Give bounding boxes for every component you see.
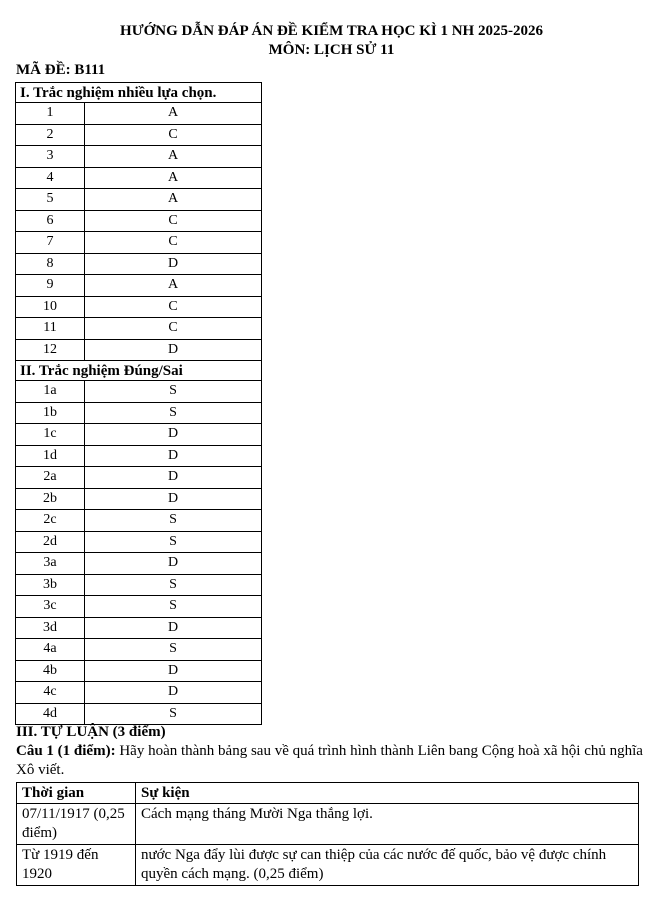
answer-row	[16, 445, 262, 467]
question-number: 2b	[16, 488, 85, 510]
answer-value: A	[85, 167, 262, 189]
answer-value: D	[85, 553, 262, 575]
answer-value: S	[85, 531, 262, 553]
question-number: 11	[16, 318, 85, 340]
answer-row	[16, 531, 262, 553]
question-number: 7	[16, 232, 85, 254]
answer-row	[16, 402, 262, 424]
answer-row	[16, 596, 262, 618]
answer-value: A	[85, 146, 262, 168]
question-number: 2c	[16, 510, 85, 532]
answer-value: D	[85, 445, 262, 467]
answer-value: S	[85, 703, 262, 725]
events-table-header	[17, 783, 639, 804]
answer-row	[16, 318, 262, 340]
events-row	[17, 804, 639, 845]
question-number: 10	[16, 296, 85, 318]
answer-row	[16, 682, 262, 704]
question-number: 1c	[16, 424, 85, 446]
header-time: Thời gian	[17, 783, 136, 804]
answer-row	[16, 275, 262, 297]
answer-row	[16, 467, 262, 489]
part1-heading-row	[16, 83, 262, 103]
exam-code: MÃ ĐỀ: B111	[16, 62, 106, 78]
question-number: 2d	[16, 531, 85, 553]
answer-value: C	[85, 232, 262, 254]
question-number: 4c	[16, 682, 85, 704]
part1-heading: I. Trắc nghiệm nhiều lựa chọn.	[16, 83, 262, 103]
question-number: 1a	[16, 381, 85, 403]
answer-row	[16, 339, 262, 361]
answer-row	[16, 510, 262, 532]
question-number: 3	[16, 146, 85, 168]
events-row	[17, 845, 639, 886]
answer-value: D	[85, 660, 262, 682]
answer-value: C	[85, 124, 262, 146]
question-number: 8	[16, 253, 85, 275]
question-number: 4d	[16, 703, 85, 725]
question-number: 4b	[16, 660, 85, 682]
answer-row	[16, 488, 262, 510]
event-description: Cách mạng tháng Mười Nga thắng lợi.	[136, 804, 639, 845]
answer-value: S	[85, 402, 262, 424]
answer-row	[16, 639, 262, 661]
event-time: 07/11/1917 (0,25 điểm)	[17, 804, 136, 845]
answer-row	[16, 253, 262, 275]
answer-value: D	[85, 488, 262, 510]
answer-value: A	[85, 103, 262, 125]
question-1	[16, 742, 646, 780]
question-1-label: Câu 1 (1 điểm):	[16, 743, 116, 759]
answer-row	[16, 167, 262, 189]
answer-row	[16, 296, 262, 318]
answer-value: S	[85, 510, 262, 532]
part2-heading: II. Trắc nghiệm Đúng/Sai	[16, 361, 262, 381]
answer-value: D	[85, 339, 262, 361]
essay-section-heading: III. TỰ LUẬN (3 điểm)	[16, 724, 166, 740]
answer-row	[16, 210, 262, 232]
answer-row	[16, 232, 262, 254]
question-number: 1d	[16, 445, 85, 467]
answer-row	[16, 660, 262, 682]
question-number: 6	[16, 210, 85, 232]
answer-value: S	[85, 639, 262, 661]
answer-value: C	[85, 210, 262, 232]
answer-value: D	[85, 253, 262, 275]
question-number: 3b	[16, 574, 85, 596]
answer-value: D	[85, 617, 262, 639]
question-1-text: Hãy hoàn thành bảng sau về quá trình hình thành Liên bang Cộng hoà xã hội chủ nghĩa Xô viết.	[16, 743, 643, 778]
question-number: 4	[16, 167, 85, 189]
answer-row	[16, 553, 262, 575]
answer-value: C	[85, 318, 262, 340]
question-number: 3a	[16, 553, 85, 575]
question-number: 4a	[16, 639, 85, 661]
question-number: 5	[16, 189, 85, 211]
answer-row	[16, 424, 262, 446]
events-table	[16, 782, 639, 886]
answer-key-table	[15, 82, 262, 725]
question-number: 12	[16, 339, 85, 361]
event-description: nước Nga đẩy lùi được sự can thiệp của các nước đế quốc, bảo vệ được chính quyền cách mạng. (0,25 điểm)	[136, 845, 639, 886]
answer-row	[16, 146, 262, 168]
question-number: 3d	[16, 617, 85, 639]
answer-row	[16, 574, 262, 596]
answer-row	[16, 124, 262, 146]
part2-heading-row	[16, 361, 262, 381]
answer-value: A	[85, 189, 262, 211]
answer-value: D	[85, 682, 262, 704]
answer-row	[16, 189, 262, 211]
document-title: HƯỚNG DẪN ĐÁP ÁN ĐỀ KIỂM TRA HỌC KÌ 1 NH 2025-2026	[120, 23, 543, 39]
answer-value: S	[85, 596, 262, 618]
answer-value: D	[85, 424, 262, 446]
answer-value: C	[85, 296, 262, 318]
question-number: 2a	[16, 467, 85, 489]
question-number: 1	[16, 103, 85, 125]
question-number: 2	[16, 124, 85, 146]
answer-row	[16, 381, 262, 403]
answer-value: S	[85, 574, 262, 596]
answer-row	[16, 703, 262, 725]
question-number: 9	[16, 275, 85, 297]
header-event: Sự kiện	[136, 783, 639, 804]
event-time: Từ 1919 đến 1920	[17, 845, 136, 886]
answer-value: A	[85, 275, 262, 297]
answer-row	[16, 617, 262, 639]
answer-row	[16, 103, 262, 125]
question-number: 1b	[16, 402, 85, 424]
answer-value: D	[85, 467, 262, 489]
question-number: 3c	[16, 596, 85, 618]
subject-title: MÔN: LỊCH SỬ 11	[268, 42, 395, 58]
answer-value: S	[85, 381, 262, 403]
